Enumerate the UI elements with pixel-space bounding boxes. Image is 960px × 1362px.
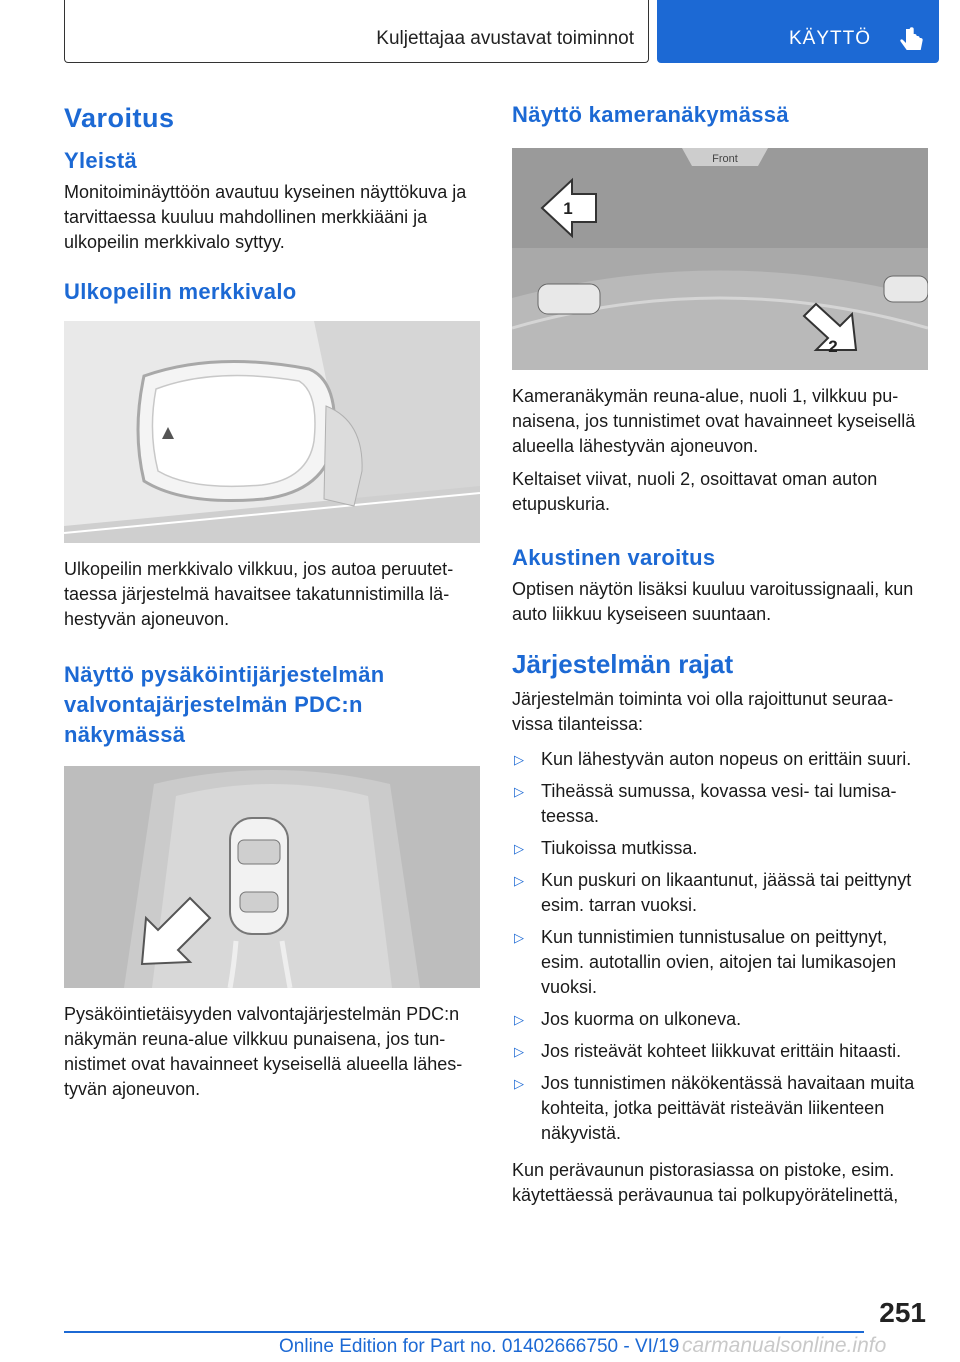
bullet-marker-icon: ▷: [514, 1076, 524, 1091]
list-item: ▷ Jos tunnistimen näkökentässä havaitaan muita kohteita, jotka peittävät risteävän liikenteen näkyvistä.: [514, 1073, 915, 1143]
list-item: ▷ Jos kuorma on ulkoneva.: [512, 1007, 928, 1032]
mirror-illustration: [64, 321, 480, 543]
arrow-2-label: 2: [828, 337, 838, 356]
heading-system-limits: Järjestelmän rajat: [512, 649, 734, 679]
paragraph-limits: Järjestelmän toiminta voi olla rajoittunut seuraavissa tilanteissa:: [512, 689, 894, 734]
heading-acoustic-warning: Akustinen varoitus: [512, 545, 716, 570]
page-number: 251: [879, 1297, 926, 1328]
hand-pointer-icon: [897, 26, 927, 56]
arrow-1-label: 1: [563, 199, 573, 218]
heading-general: Yleistä: [64, 148, 138, 173]
camera-front-label: Front: [712, 153, 738, 165]
chapter-tab[interactable]: [657, 0, 939, 63]
right-column: [512, 100, 928, 1222]
list-item: ▷ Kun lähestyvän auton nopeus on erittäin suuri.: [512, 747, 928, 772]
edition-line: Online Edition for Part no. 01402666750 - VI/19: [279, 1336, 680, 1357]
paragraph-mirror: Ulkopeilin merkkivalo vilkkuu, jos autoa peruutettaessa järjestelmä havaitsee takatunnistimilla lähestyvän ajoneuvon.: [64, 559, 454, 629]
bullet-marker-icon: ▷: [514, 841, 524, 856]
header-section-box: [64, 0, 649, 63]
left-column: [64, 100, 480, 1116]
footer-rule: [64, 1331, 864, 1333]
bullet-marker-icon: ▷: [514, 784, 524, 799]
list-item: ▷ Tiheässä sumussa, kovassa vesi- tai lumisateessa.: [514, 781, 897, 826]
heading-camera-display: Näyttö kameranäkymässä: [512, 102, 789, 127]
bullet-marker-icon: ▷: [514, 1044, 524, 1059]
list-item: ▷ Kun puskuri on likaantunut, jäässä tai peittynyt esim. tarran vuoksi.: [514, 870, 912, 915]
paragraph-trailer: Kun perävaunun pistorasiassa on pistoke, esim. käytettäessä perävaunua tai polkupyörätelinettä,: [512, 1160, 899, 1205]
bullet-marker-icon: ▷: [514, 752, 524, 767]
camera-illustration: [512, 148, 928, 370]
chapter-tab-label: KÄYTTÖ: [789, 28, 872, 49]
heading-pdc-display: Näyttö pysäköintijärjestelmän valvontajärjestelmän PDC:n näkymässä: [64, 662, 385, 747]
heading-mirror-indicator: Ulkopeilin merkkivalo: [64, 279, 297, 304]
paragraph-general: Monitoiminäyttöön avautuu kyseinen näyttökuva ja tarvittaessa kuuluu mahdollinen merkkiääni ja ulkopeilin merkkivalo syttyy.: [64, 182, 467, 252]
paragraph-acoustic: Optisen näytön lisäksi kuuluu varoitussignaali, kun auto liikkuu kyseiseen suuntaan.: [512, 579, 914, 624]
paragraph-camera-2: Keltaiset viivat, nuoli 2, osoittavat oman auton etupuskuria.: [512, 469, 878, 514]
list-item: ▷ Tiukoissa mutkissa.: [512, 836, 928, 861]
limits-list: [512, 747, 928, 1146]
section-title: Kuljettajaa avustavat toiminnot: [376, 28, 634, 49]
bullet-marker-icon: ▷: [514, 1012, 524, 1027]
list-item: ▷ Kun tunnistimien tunnistusalue on peittynyt, esim. autotallin ovien, aitojen tai lumikasojen vuoksi.: [514, 927, 897, 997]
list-item: ▷ Jos risteävät kohteet liikkuvat erittäin hitaasti.: [512, 1039, 928, 1064]
pdc-illustration: [64, 766, 480, 988]
watermark: carmanualsonline.info: [682, 1334, 887, 1357]
heading-warning: Varoitus: [64, 103, 175, 133]
paragraph-pdc: Pysäköintietäisyyden valvontajärjestelmän PDC:n näkymän reuna-alue vilkkuu punaisena, jos tunnistimet ovat havainneet kyseisellä alueella lähestyvän ajoneuvon.: [64, 1004, 463, 1099]
bullet-marker-icon: ▷: [514, 930, 524, 945]
bullet-marker-icon: ▷: [514, 873, 524, 888]
paragraph-camera-1: Kameranäkymän reuna-alue, nuoli 1, vilkkuu punaisena, jos tunnistimet ovat havainneet kyseisellä alueella lähestyvän ajoneuvon.: [512, 386, 916, 456]
